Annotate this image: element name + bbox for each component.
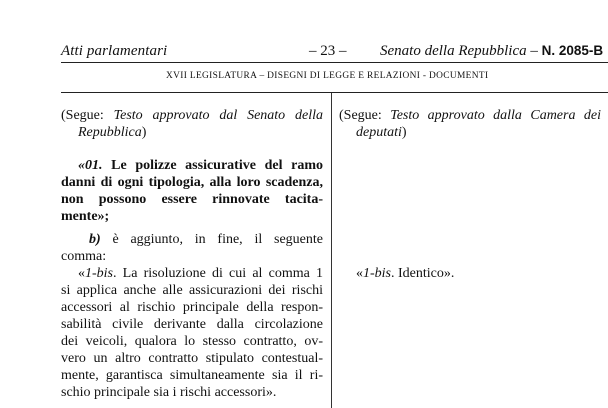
column-separator: [331, 93, 332, 408]
quote-line5: dei veicoli, qualora lo stesso contratto, ov-: [61, 334, 323, 349]
identico-comma-1bis: [339, 265, 601, 282]
quoted-comma-1bis: [61, 265, 323, 401]
page-number: – 23 –: [309, 43, 347, 59]
paragraph-01-line1: Le polizze assicurative del ramo: [102, 158, 323, 173]
segue-prefix-right: (Segue:: [339, 108, 391, 123]
header-publication: Atti parlamentari: [61, 43, 168, 59]
paragraph-01-line3: non possono essere rinnovate tacita-: [61, 192, 323, 207]
bill-number: N. 2085-B: [541, 43, 604, 58]
quote-open: «: [78, 266, 85, 281]
quote-marker: 1-bis: [85, 266, 113, 281]
left-column-heading: [61, 107, 323, 141]
quote-line6: vero un altro contratto stipulato contestual-: [61, 351, 323, 366]
subheader-rule: [61, 92, 608, 93]
paragraph-01-marker: «01.: [78, 158, 103, 173]
header-dash: –: [530, 43, 538, 59]
paragraph-01: [61, 157, 323, 225]
quote-line4: sabilità civile derivante dalla circolazione: [61, 317, 323, 332]
paragraph-01-line2: danni di ogni tipologia, alla loro scadenza,: [61, 175, 323, 190]
legislature-subheader: XVII LEGISLATURA – DISEGNI DI LEGGE E RELAZIONI - DOCUMENTI: [166, 71, 489, 81]
quote-line3: accessori al rischio principale della respon-: [61, 300, 323, 315]
segue-suffix-right: ): [401, 125, 407, 140]
paragraph-b-line1: è aggiunto, in fine, il seguente: [100, 232, 323, 247]
segue-title-right-line2: deputati: [356, 125, 402, 140]
identico-open: «: [356, 266, 363, 281]
paragraph-b-marker: b): [89, 232, 101, 247]
header-rule: [61, 62, 608, 63]
segue-suffix: ): [141, 125, 147, 140]
segue-title-line1: Testo approvato dal Senato della: [113, 108, 324, 123]
quote-line7: mente, garantisca simultaneamente sia il ri-: [61, 368, 323, 383]
right-column-heading: [339, 107, 601, 141]
quote-line1: . La risoluzione di cui al comma 1: [113, 266, 323, 281]
quote-line8: schio principale sia i rischi accessori».: [61, 385, 277, 400]
segue-title-line2: Repubblica: [78, 125, 142, 140]
identico-text: . Identico».: [391, 266, 455, 281]
paragraph-b-line2: comma:: [61, 249, 107, 264]
header-chamber: [380, 43, 603, 60]
identico-marker: 1-bis: [363, 266, 391, 281]
header-senate-name: Senato della Repubblica: [380, 43, 527, 59]
segue-title-right-line1: Testo approvato dalla Camera dei: [390, 108, 602, 123]
paragraph-b: [61, 231, 323, 265]
segue-prefix: (Segue:: [61, 108, 114, 123]
paragraph-01-line4: mente»;: [61, 209, 110, 224]
quote-line2: si applica anche alle assicurazioni dei rischi: [61, 283, 323, 298]
